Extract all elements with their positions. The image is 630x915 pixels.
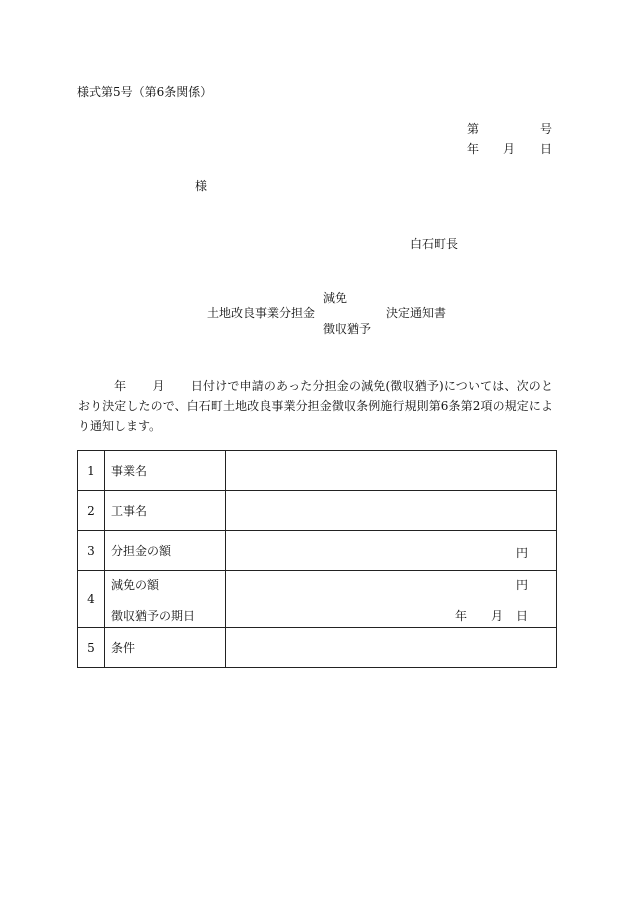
row-label-exemption-deferral xyxy=(105,571,226,628)
date-month: 月 xyxy=(503,142,516,156)
body-year: 年 xyxy=(114,379,127,393)
table-row xyxy=(78,491,557,531)
table-row xyxy=(78,628,557,668)
doc-number-suffix: 号 xyxy=(540,122,553,136)
sender-name: 白石町長 xyxy=(410,237,459,251)
row-label-work-name: 工事名 xyxy=(105,491,226,531)
details-table xyxy=(77,450,557,668)
row-value-work-name xyxy=(226,491,557,531)
row-number: 3 xyxy=(78,531,105,571)
table-row xyxy=(78,451,557,491)
title-option-exemption: 減免 xyxy=(323,291,348,305)
row-number: 5 xyxy=(78,628,105,668)
table-row xyxy=(78,571,557,628)
yen-unit: 円 xyxy=(515,578,528,592)
row-label-project-name: 事業名 xyxy=(105,451,226,491)
row-value-exemption-deferral xyxy=(226,571,557,628)
body-paragraph xyxy=(78,376,553,436)
row-value-conditions xyxy=(226,628,557,668)
row-number: 1 xyxy=(78,451,105,491)
body-text: 日付けで申請のあった分担金の減免(徴収猶予)については、次のとおり決定したので、白石町土地改良事業分担金徴収条例施行規則第6条第2項の規定により通知します。 xyxy=(78,379,553,433)
form-id: 様式第5号（第6条関係） xyxy=(77,85,213,99)
date-year: 年 xyxy=(467,142,480,156)
body-month: 月 xyxy=(152,379,165,393)
row-value-contribution-amount xyxy=(226,531,557,571)
title-option-deferral: 徴収猶予 xyxy=(323,322,372,336)
label-exemption-amount: 減免の額 xyxy=(111,578,160,592)
row-label-conditions: 条件 xyxy=(105,628,226,668)
row-number: 2 xyxy=(78,491,105,531)
deferral-year: 年 xyxy=(455,609,468,623)
row-value-project-name xyxy=(226,451,557,491)
label-deferral-date: 徴収猶予の期日 xyxy=(111,609,196,623)
title-main: 土地改良事業分担金 xyxy=(207,306,316,320)
table-row xyxy=(78,531,557,571)
title-suffix: 決定通知書 xyxy=(386,306,447,320)
row-label-contribution-amount: 分担金の額 xyxy=(105,531,226,571)
recipient-honorific: 様 xyxy=(195,179,208,193)
deferral-month: 月 xyxy=(491,609,504,623)
yen-unit: 円 xyxy=(515,546,528,560)
deferral-day: 日 xyxy=(515,609,528,623)
doc-number-prefix: 第 xyxy=(467,122,480,136)
date-day: 日 xyxy=(540,142,553,156)
row-number: 4 xyxy=(78,571,105,628)
